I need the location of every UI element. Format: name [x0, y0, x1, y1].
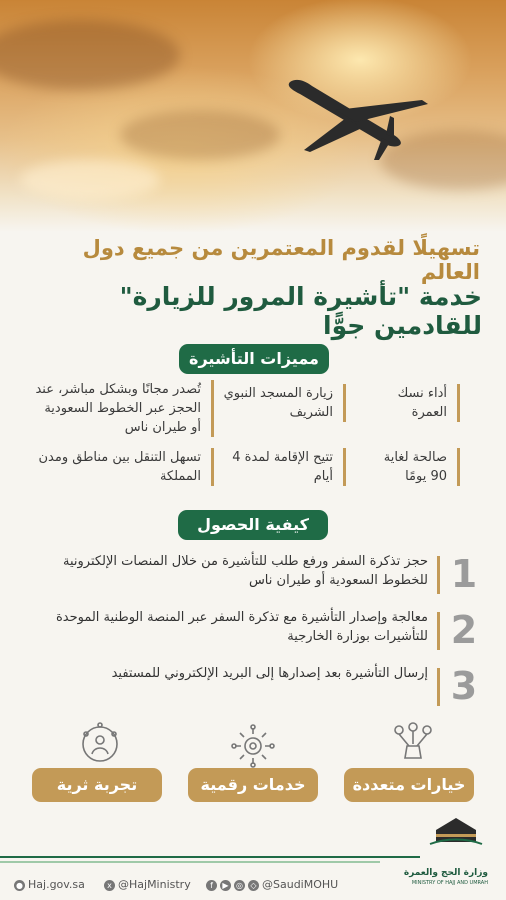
social-link[interactable]: [206, 878, 338, 892]
facebook-icon: f: [206, 880, 217, 891]
feature-item: تتيح الإقامة لمدة 4 أيام: [223, 448, 346, 486]
step-text: حجز تذكرة السفر ورفع طلب للتأشيرة من خلال المنصات الإلكترونية للخطوط السعودية أو طيران ناس: [62, 554, 428, 588]
feature-item: تسهل التنقل بين مناطق ومدن المملكة: [35, 448, 214, 486]
ministry-name-en: MINISTRY OF HAJJ AND UMRAH: [411, 880, 488, 886]
website-text: Haj.gov.sa: [28, 878, 85, 891]
step-divider: [437, 556, 440, 594]
benefit-experience-button: تجربة ثرية: [32, 768, 162, 802]
features-heading: مميزات التأشيرة: [179, 344, 329, 374]
step-text: معالجة وإصدار التأشيرة مع تذكرة السفر عبر المنصة الوطنية الموحدة للتأشيرات بوزارة الخارجية: [55, 610, 428, 644]
options-hand-icon: [391, 722, 435, 766]
rich-experience-icon: [78, 722, 122, 766]
digital-gear-icon: [231, 724, 275, 768]
step-3: [10, 664, 480, 712]
step-divider: [437, 612, 440, 650]
snapchat-icon: ◇: [248, 880, 259, 891]
hero-sky-image: [0, 0, 506, 232]
how-heading: كيفية الحصول: [178, 510, 328, 540]
instagram-icon: ◎: [234, 880, 245, 891]
page-title: خدمة "تأشيرة المرور للزيارة" للقادمين جوًّا: [119, 282, 482, 340]
feature-item: أداء نسك العمرة: [367, 384, 460, 422]
divider-line: [0, 861, 380, 863]
social-handle: @SaudiMOHU: [262, 878, 339, 891]
step-number: 3: [450, 664, 478, 708]
globe-icon: ●: [14, 880, 25, 891]
benefit-options-button: خيارات متعددة: [344, 768, 474, 802]
step-number: 2: [450, 608, 478, 652]
twitter-link[interactable]: [104, 878, 191, 892]
divider-line: [0, 856, 420, 858]
step-2: [10, 608, 480, 656]
feature-item: تُصدر مجانًا وبشكل مباشر، عند الحجز عبر الخطوط السعودية أو طيران ناس: [35, 380, 214, 437]
feature-item: زيارة المسجد النبوي الشريف: [223, 384, 346, 422]
airplane-icon: [282, 72, 432, 164]
step-divider: [437, 668, 440, 706]
x-twitter-icon: x: [104, 880, 115, 891]
step-number: 1: [450, 552, 478, 596]
website-link[interactable]: [14, 878, 85, 892]
youtube-icon: ▶: [220, 880, 231, 891]
footer: [0, 868, 506, 900]
subtitle: تسهيلًا لقدوم المعتمرين من جميع دول العالم: [82, 236, 480, 284]
benefit-digital-button: خدمات رقمية: [188, 768, 318, 802]
twitter-handle: @HajMinistry: [118, 878, 191, 891]
feature-item: صالحة لغاية 90 يومًا: [367, 448, 460, 486]
ministry-name-ar: وزارة الحج والعمرة: [403, 868, 488, 878]
step-1: [10, 552, 480, 600]
ministry-logo: [426, 812, 486, 870]
step-text: إرسال التأشيرة بعد إصدارها إلى البريد الإلكتروني للمستفيد: [111, 666, 428, 681]
